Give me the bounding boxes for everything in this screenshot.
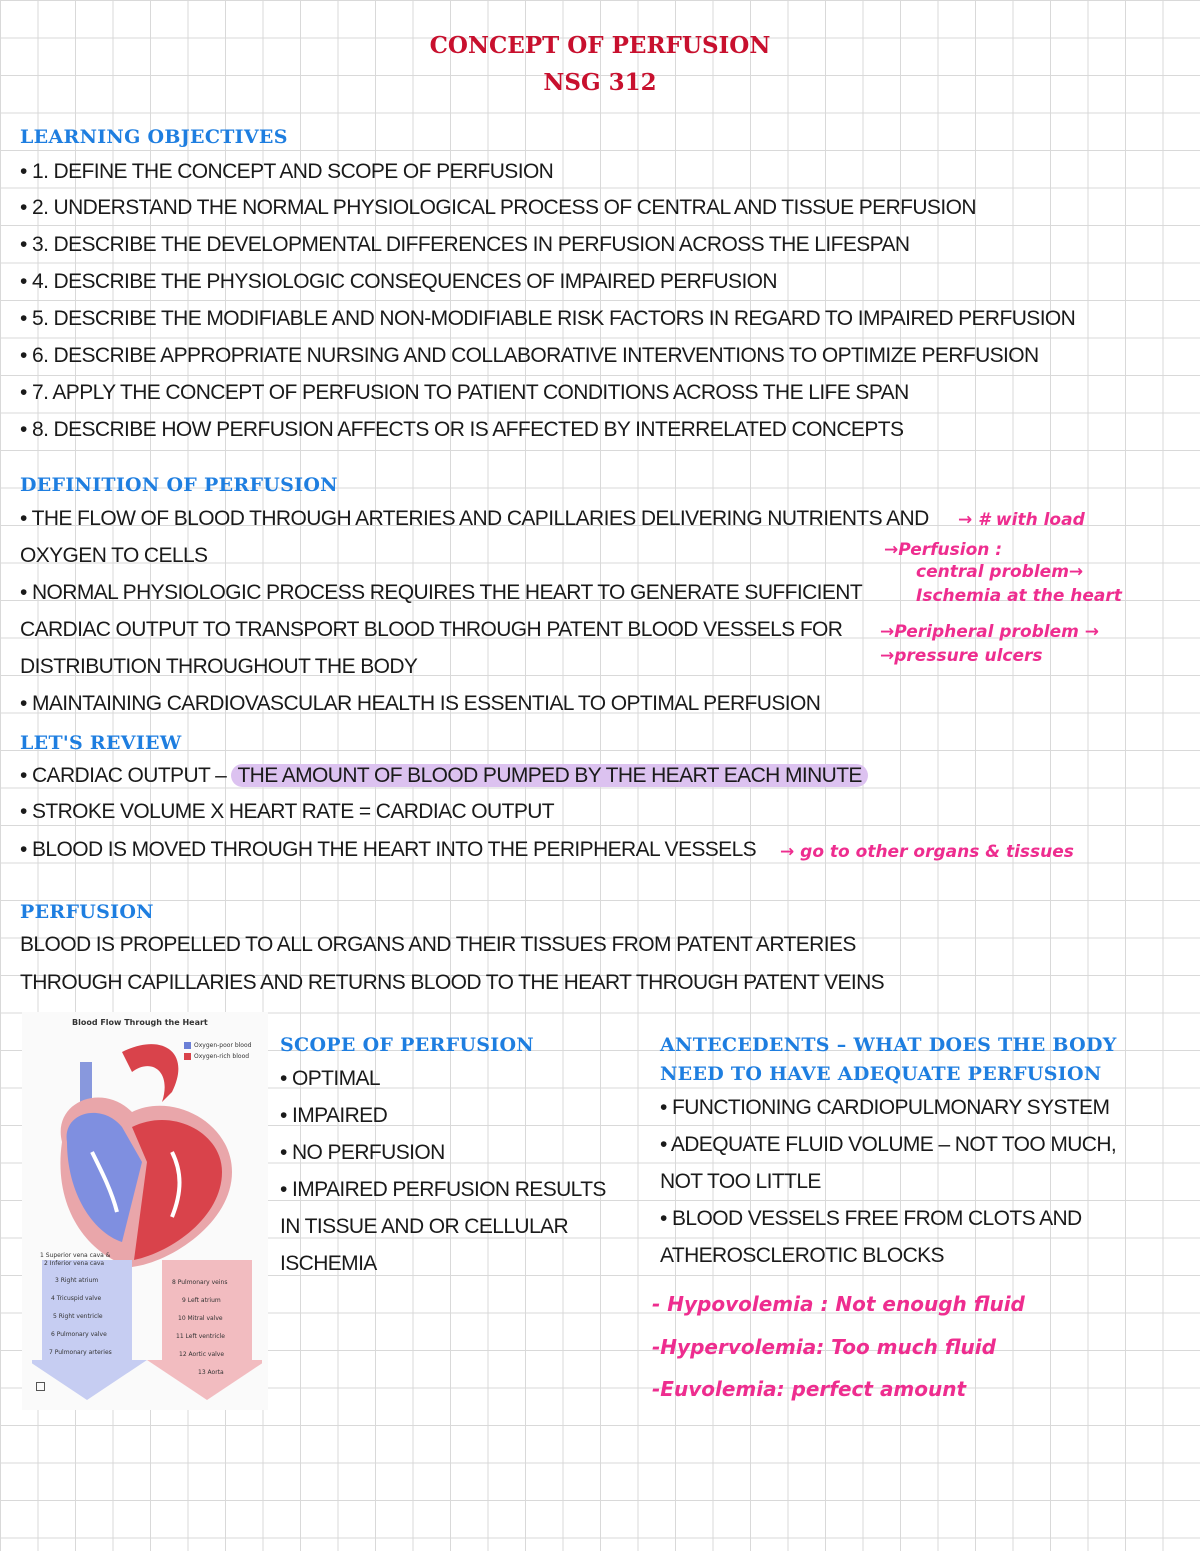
flow-step: 11 Left ventricle [176, 1333, 225, 1340]
flow-step: 6 Pulmonary valve [51, 1331, 107, 1338]
perfusion-line: BLOOD IS PROPELLED TO ALL ORGANS AND THEIR TISSUES FROM PATENT ARTERIES [20, 933, 856, 956]
antecedents-heading: NEED TO HAVE ADEQUATE PERFUSION [660, 1063, 1102, 1085]
objective-item: • 1. DEFINE THE CONCEPT AND SCOPE OF PERFUSION [20, 160, 554, 183]
definition-line: • NORMAL PHYSIOLOGIC PROCESS REQUIRES THE HEART TO GENERATE SUFFICIENT [20, 581, 863, 604]
definition-line: • THE FLOW OF BLOOD THROUGH ARTERIES AND CAPILLARIES DELIVERING NUTRIENTS AND [20, 507, 929, 530]
legend-label: Oxygen-poor blood [194, 1042, 252, 1049]
flow-step: 3 Right atrium [55, 1277, 99, 1284]
antecedent-line: • ADEQUATE FLUID VOLUME – NOT TOO MUCH, [660, 1133, 1117, 1156]
antecedent-line: ATHEROSCLEROTIC BLOCKS [660, 1244, 944, 1267]
objectives-heading: LEARNING OBJECTIVES [20, 126, 288, 148]
flow-step: 8 Pulmonary veins [172, 1279, 228, 1286]
heart-blood-flow-diagram [22, 1012, 268, 1410]
scope-line: IN TISSUE AND OR CELLULAR [280, 1215, 569, 1238]
objective-item: • 8. DESCRIBE HOW PERFUSION AFFECTS OR IS AFFECTED BY INTERRELATED CONCEPTS [20, 418, 904, 441]
definition-line: DISTRIBUTION THROUGHOUT THE BODY [20, 655, 418, 678]
objective-item: • 4. DESCRIBE THE PHYSIOLOGIC CONSEQUENCES OF IMPAIRED PERFUSION [20, 270, 777, 293]
logo-icon [36, 1382, 45, 1391]
course-code: NSG 312 [543, 69, 657, 96]
flow-step: 9 Left atrium [182, 1297, 221, 1304]
perfusion-line: THROUGH CAPILLARIES AND RETURNS BLOOD TO THE HEART THROUGH PATENT VEINS [20, 971, 885, 994]
review-line: • BLOOD IS MOVED THROUGH THE HEART INTO THE PERIPHERAL VESSELS [20, 838, 757, 861]
review-cardiac-prefix: • CARDIAC OUTPUT – [20, 764, 232, 787]
handwritten-note: →Peripheral problem → [880, 622, 1100, 642]
scope-line: • IMPAIRED PERFUSION RESULTS [280, 1178, 606, 1201]
handwritten-note: → go to other organs & tissues [780, 842, 1074, 862]
diagram-title: Blood Flow Through the Heart [72, 1018, 208, 1027]
objective-item: • 3. DESCRIBE THE DEVELOPMENTAL DIFFERENCES IN PERFUSION ACROSS THE LIFESPAN [20, 233, 910, 256]
handwritten-note: → # with load [958, 510, 1085, 530]
flow-step: 2 Inferior vena cava [44, 1260, 105, 1267]
flow-step: 7 Pulmonary arteries [49, 1349, 112, 1356]
flow-step: 1 Superior vena cava & [40, 1252, 111, 1259]
objective-item: • 5. DESCRIBE THE MODIFIABLE AND NON-MODIFIABLE RISK FACTORS IN REGARD TO IMPAIRED PERFUSION [20, 307, 1076, 330]
review-cardiac-output [20, 764, 868, 788]
scope-line: ISCHEMIA [280, 1252, 377, 1275]
scope-heading: SCOPE OF PERFUSION [280, 1034, 534, 1056]
definition-line: OXYGEN TO CELLS [20, 544, 208, 567]
definition-line: CARDIAC OUTPUT TO TRANSPORT BLOOD THROUGH PATENT BLOOD VESSELS FOR [20, 618, 843, 641]
scope-line: • IMPAIRED [280, 1104, 388, 1127]
definition-heading: DEFINITION OF PERFUSION [20, 474, 338, 496]
antecedent-line: • FUNCTIONING CARDIOPULMONARY SYSTEM [660, 1096, 1110, 1119]
legend-label: Oxygen-rich blood [194, 1053, 250, 1060]
flow-step: 5 Right ventricle [53, 1313, 103, 1320]
review-line: • STROKE VOLUME X HEART RATE = CARDIAC OUTPUT [20, 800, 555, 823]
page-title: CONCEPT OF PERFUSION [429, 32, 771, 59]
highlighted-definition: THE AMOUNT OF BLOOD PUMPED BY THE HEART EACH MINUTE [231, 764, 867, 787]
definition-line: • MAINTAINING CARDIOVASCULAR HEALTH IS ESSENTIAL TO OPTIMAL PERFUSION [20, 692, 821, 715]
heart-illustration [22, 1032, 268, 1272]
flow-step: 4 Tricuspid valve [51, 1295, 102, 1302]
flow-step: 13 Aorta [198, 1369, 224, 1376]
handwritten-note: -Euvolemia: perfect amount [652, 1377, 967, 1401]
objective-item: • 2. UNDERSTAND THE NORMAL PHYSIOLOGICAL PROCESS OF CENTRAL AND TISSUE PERFUSION [20, 196, 976, 219]
handwritten-note: central problem→ [916, 562, 1084, 582]
handwritten-note: →pressure ulcers [880, 646, 1043, 666]
perfusion-heading: PERFUSION [20, 901, 154, 923]
antecedents-heading: ANTECEDENTS – WHAT DOES THE BODY [660, 1034, 1117, 1056]
handwritten-note: -Hypervolemia: Too much fluid [652, 1335, 996, 1359]
objective-item: • 6. DESCRIBE APPROPRIATE NURSING AND COLLABORATIVE INTERVENTIONS TO OPTIMIZE PERFUSION [20, 344, 1039, 367]
handwritten-note: Ischemia at the heart [916, 586, 1122, 606]
antecedent-line: NOT TOO LITTLE [660, 1170, 821, 1193]
handwritten-note: - Hypovolemia : Not enough fluid [652, 1292, 1025, 1316]
review-heading: LET'S REVIEW [20, 732, 182, 754]
antecedent-line: • BLOOD VESSELS FREE FROM CLOTS AND [660, 1207, 1082, 1230]
flow-step: 12 Aortic valve [179, 1351, 225, 1358]
handwritten-note: →Perfusion : [884, 540, 1003, 560]
objective-item: • 7. APPLY THE CONCEPT OF PERFUSION TO PATIENT CONDITIONS ACROSS THE LIFE SPAN [20, 381, 909, 404]
scope-line: • NO PERFUSION [280, 1141, 445, 1164]
scope-line: • OPTIMAL [280, 1067, 380, 1090]
flow-step: 10 Mitral valve [178, 1315, 223, 1322]
